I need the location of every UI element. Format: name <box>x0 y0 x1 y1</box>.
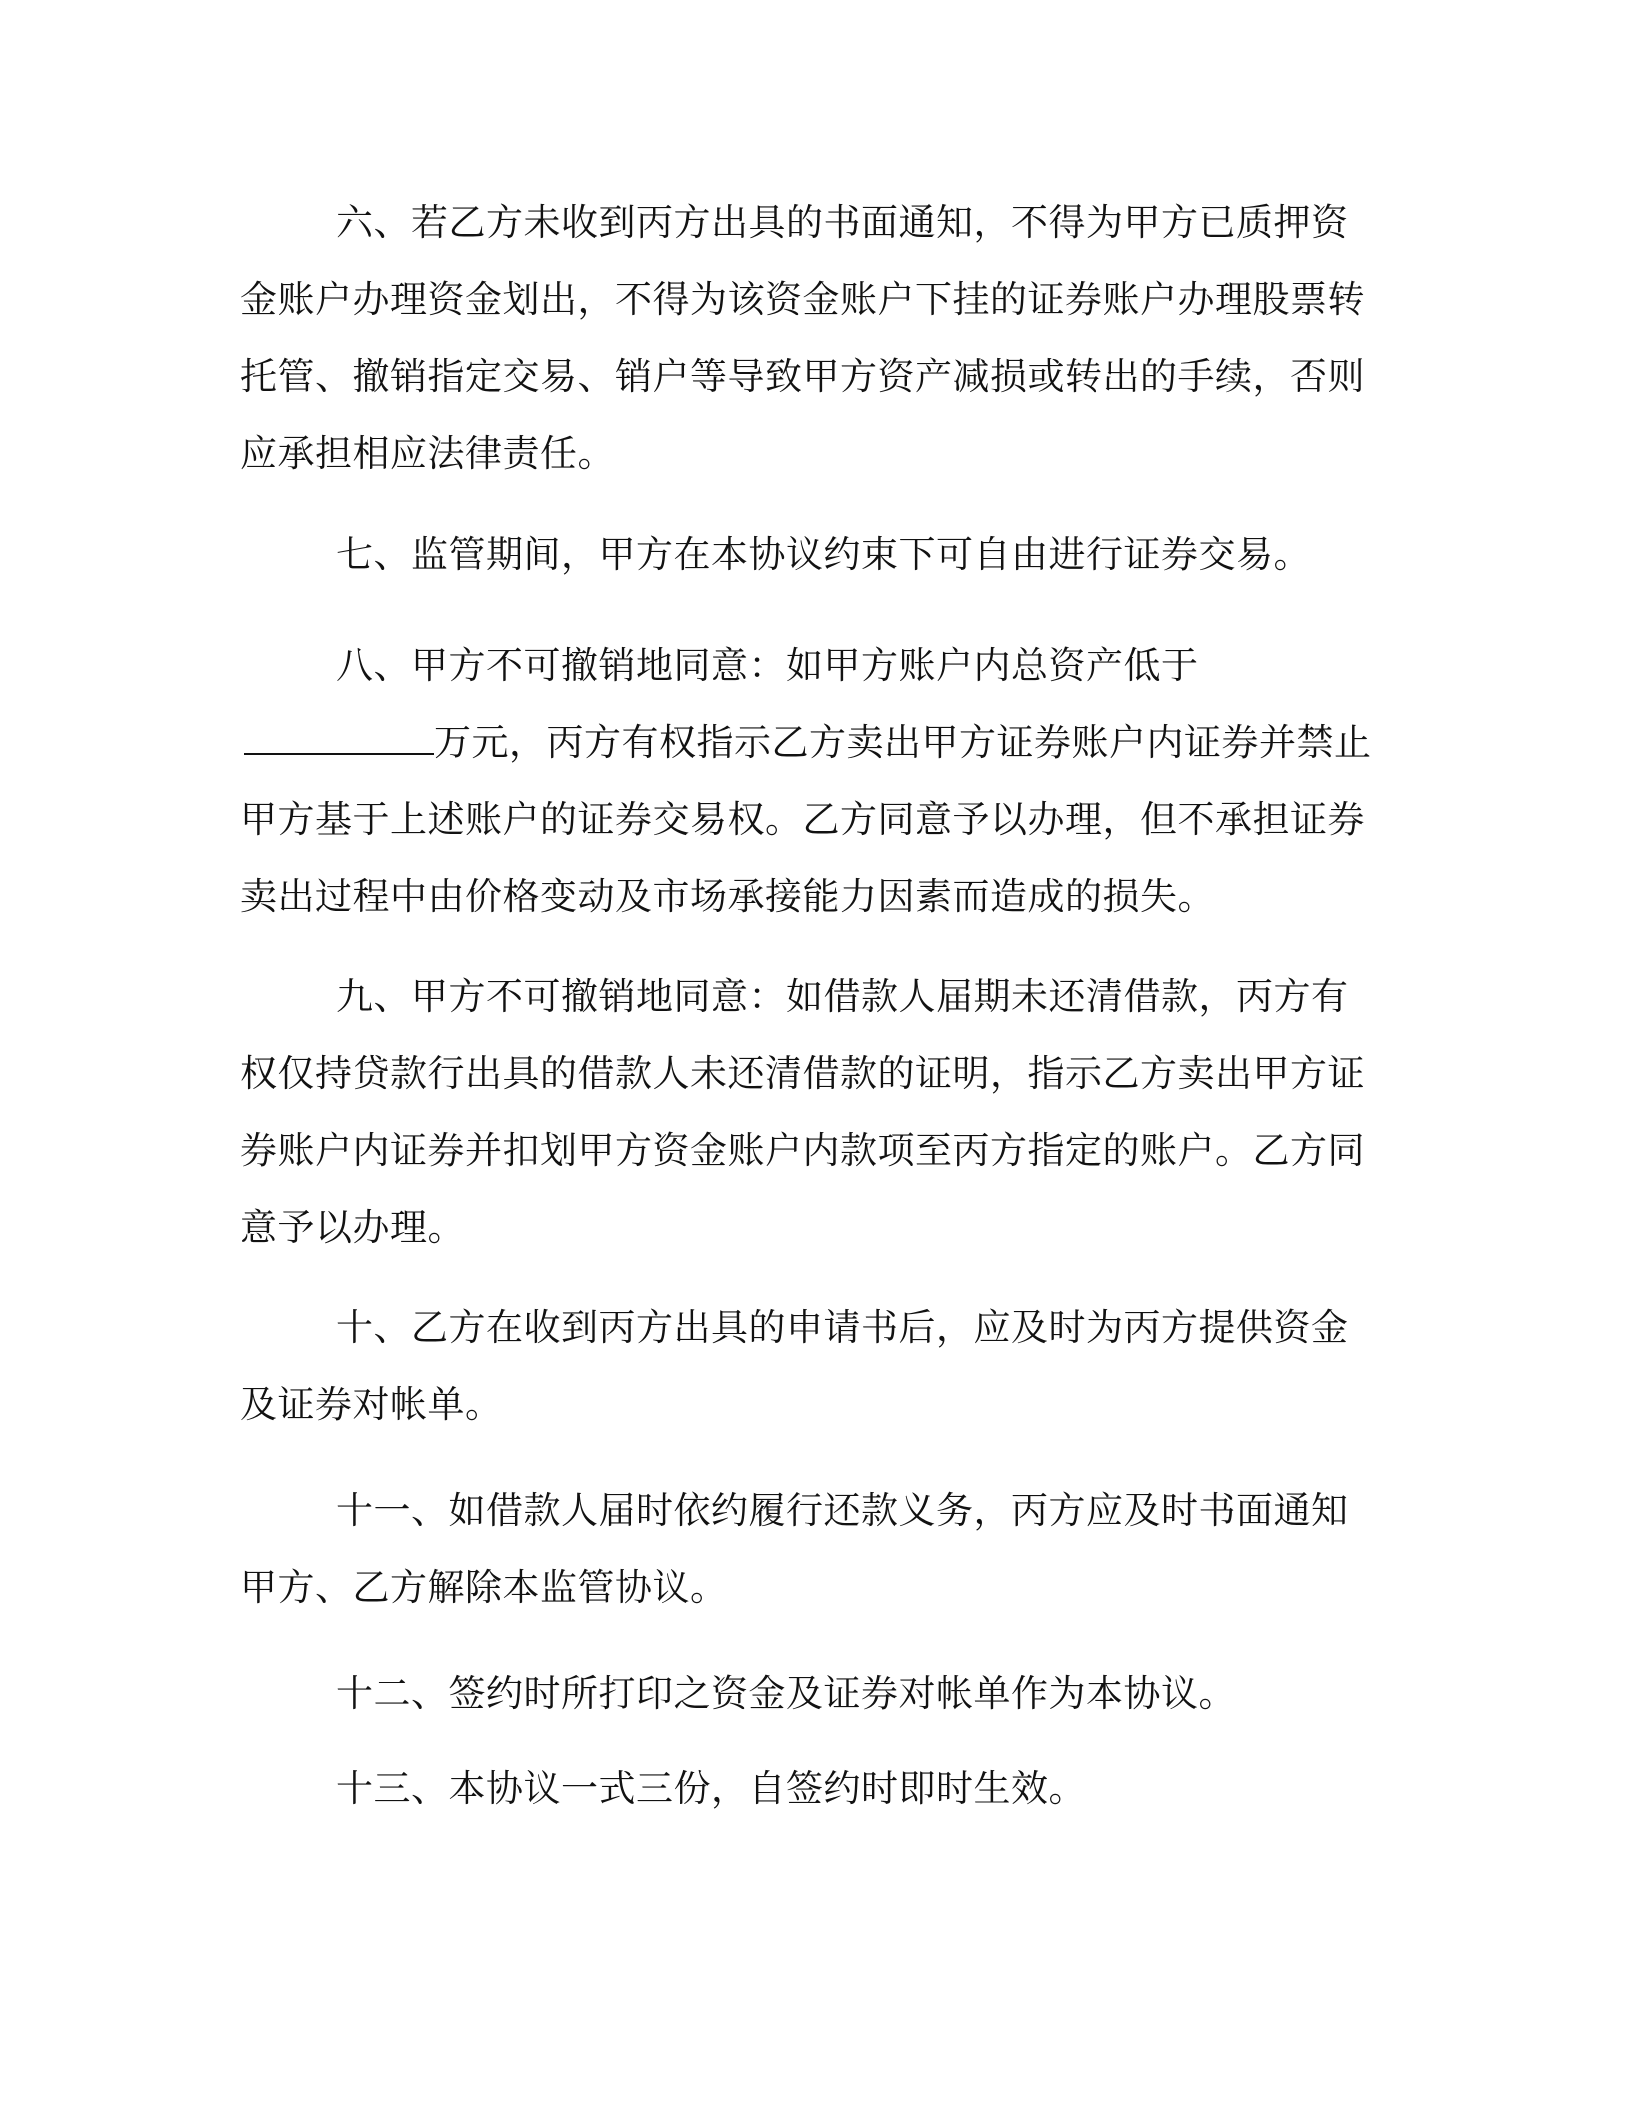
clause-10: 十、乙方在收到丙方出具的申请书后，应及时为丙方提供资金及证券对帐单。 <box>240 1306 1349 1426</box>
clause-8-text-before-blank: 八、甲方不可撤销地同意：如甲方账户内总资产低于 <box>336 644 1199 687</box>
clause-8 <box>240 627 1380 935</box>
clause-6: 六、若乙方未收到丙方出具的书面通知，不得为甲方已质押资金账户办理资金划出，不得为该资金账户下挂的证券账户办理股票转托管、撤销指定交易、销户等导致甲方资产减损或转出的手续，否则应承担相应法律责任。 <box>240 201 1365 475</box>
clause-7: 七、监管期间，甲方在本协议约束下可自由进行证券交易。 <box>336 533 1311 576</box>
clause-9: 九、甲方不可撤销地同意：如借款人届期未还清借款，丙方有权仅持贷款行出具的借款人未还清借款的证明，指示乙方卖出甲方证券账户内证券并扣划甲方资金账户内款项至丙方指定的账户。乙方同意予以办理。 <box>240 975 1365 1249</box>
clause-8-text-after-blank: 万元，丙方有权指示乙方卖出甲方证券账户内证券并禁止甲方基于上述账户的证券交易权。乙方同意予以办理，但不承担证券卖出过程中由价格变动及市场承接能力因素而造成的损失。 <box>240 721 1372 918</box>
amount-blank-line <box>244 723 434 755</box>
clause-11: 十一、如借款人届时依约履行还款义务，丙方应及时书面通知甲方、乙方解除本监管协议。 <box>240 1489 1349 1609</box>
clause-13: 十三、本协议一式三份，自签约时即时生效。 <box>336 1767 1086 1810</box>
clause-12: 十二、签约时所打印之资金及证券对帐单作为本协议。 <box>336 1672 1236 1715</box>
